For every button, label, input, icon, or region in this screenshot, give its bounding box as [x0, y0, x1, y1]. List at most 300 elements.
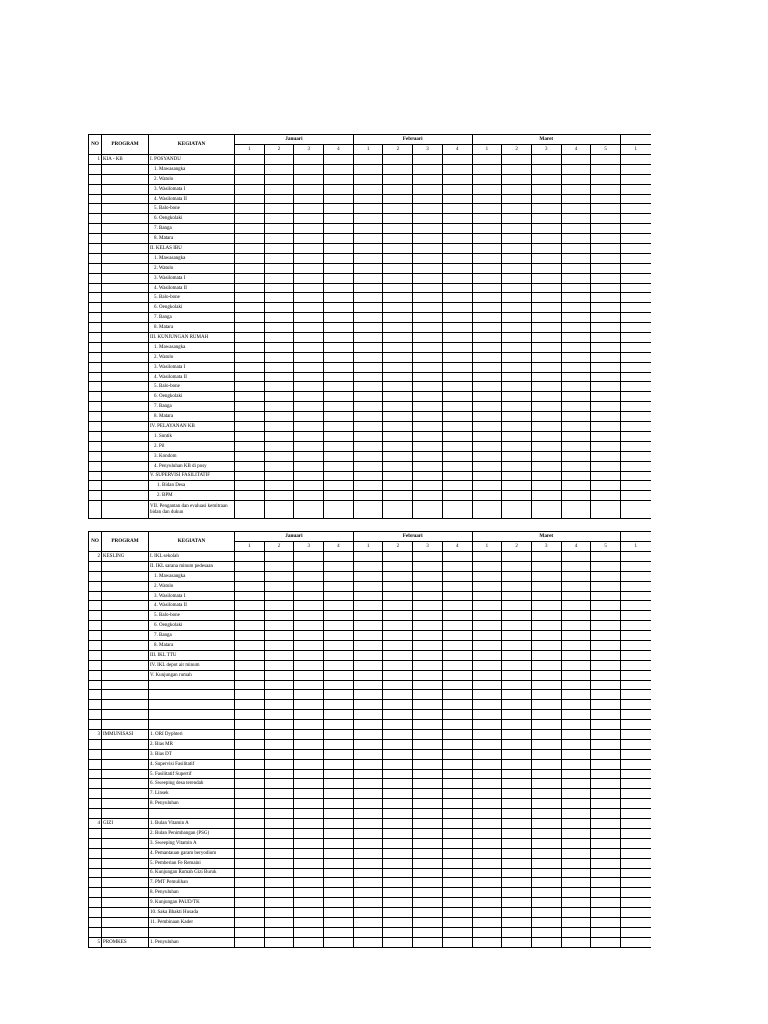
- schedule-cell: [413, 660, 443, 670]
- row-no: [89, 670, 102, 680]
- schedule-cell: [235, 273, 265, 283]
- schedule-cell: [294, 412, 324, 422]
- schedule-cell: [621, 730, 651, 740]
- row-no: 2: [89, 552, 102, 562]
- schedule-cell: [472, 253, 502, 263]
- schedule-cell: [235, 759, 265, 769]
- schedule-cell: [235, 868, 265, 878]
- schedule-cell: [472, 621, 502, 631]
- schedule-cell: [324, 303, 354, 313]
- row-no: [89, 769, 102, 779]
- schedule-cell: [591, 898, 621, 908]
- schedule-cell: [383, 799, 413, 809]
- schedule-cell: [294, 194, 324, 204]
- row-kegiatan: 3. Bias DT: [149, 749, 235, 759]
- row-kegiatan: I. POSYANDU: [149, 155, 235, 165]
- schedule-cell: [591, 828, 621, 838]
- schedule-cell: [294, 303, 324, 313]
- schedule-cell: [235, 323, 265, 333]
- schedule-cell: [264, 898, 294, 908]
- schedule-cell: [442, 422, 472, 432]
- schedule-cell: [531, 461, 561, 471]
- schedule-cell: [324, 591, 354, 601]
- schedule-cell: [502, 552, 532, 562]
- schedule-cell: [591, 164, 621, 174]
- schedule-cell: [294, 759, 324, 769]
- schedule-cell: [621, 313, 651, 323]
- row-kegiatan: IV. PELAYANAN KB: [149, 422, 235, 432]
- schedule-cell: [324, 491, 354, 501]
- table-row: [89, 372, 651, 382]
- schedule-cell: [383, 848, 413, 858]
- schedule-cell: [353, 809, 383, 819]
- row-no: [89, 382, 102, 392]
- table-row: [89, 263, 651, 273]
- schedule-cell: [472, 571, 502, 581]
- schedule-cell: [264, 650, 294, 660]
- schedule-cell: [235, 571, 265, 581]
- schedule-cell: [561, 164, 591, 174]
- row-no: [89, 710, 102, 720]
- schedule-cell: [502, 382, 532, 392]
- schedule-cell: [621, 204, 651, 214]
- table-row: [89, 710, 651, 720]
- schedule-cell: [294, 441, 324, 451]
- schedule-cell: [502, 561, 532, 571]
- schedule-cell: [591, 253, 621, 263]
- table-row: [89, 898, 651, 908]
- row-kegiatan: I. IKL sekolah: [149, 552, 235, 562]
- schedule-cell: [561, 422, 591, 432]
- schedule-cell: [531, 333, 561, 343]
- schedule-cell: [472, 352, 502, 362]
- schedule-cell: [264, 809, 294, 819]
- table-row: [89, 799, 651, 809]
- schedule-cell: [294, 937, 324, 947]
- table-row: [89, 224, 651, 234]
- schedule-cell: [413, 779, 443, 789]
- schedule-cell: [472, 759, 502, 769]
- schedule-cell: [591, 720, 621, 730]
- table-row: [89, 631, 651, 641]
- row-kegiatan: 1. Penyuluhan: [149, 937, 235, 947]
- row-no: [89, 799, 102, 809]
- schedule-cell: [264, 392, 294, 402]
- schedule-cell: [383, 749, 413, 759]
- schedule-cell: [383, 828, 413, 838]
- schedule-cell: [294, 352, 324, 362]
- schedule-cell: [472, 552, 502, 562]
- schedule-cell: [353, 917, 383, 927]
- row-no: [89, 720, 102, 730]
- row-program: [102, 670, 149, 680]
- schedule-cell: [531, 690, 561, 700]
- schedule-cell: [264, 641, 294, 651]
- table-row: [89, 174, 651, 184]
- schedule-cell: [472, 868, 502, 878]
- schedule-cell: [621, 155, 651, 165]
- schedule-cell: [353, 799, 383, 809]
- schedule-cell: [442, 471, 472, 481]
- schedule-cell: [591, 838, 621, 848]
- table-row: [89, 481, 651, 491]
- schedule-cell: [472, 730, 502, 740]
- row-kegiatan: 6. Oengkolaki: [149, 303, 235, 313]
- schedule-cell: [591, 799, 621, 809]
- schedule-cell: [531, 283, 561, 293]
- schedule-cell: [353, 611, 383, 621]
- schedule-cell: [502, 720, 532, 730]
- schedule-cell: [264, 214, 294, 224]
- schedule-cell: [294, 878, 324, 888]
- schedule-cell: [561, 730, 591, 740]
- schedule-cell: [561, 710, 591, 720]
- schedule-cell: [294, 263, 324, 273]
- row-program: [102, 323, 149, 333]
- table-row: [89, 352, 651, 362]
- schedule-cell: [413, 927, 443, 937]
- schedule-cell: [413, 214, 443, 224]
- row-program: [102, 799, 149, 809]
- row-kegiatan: 6. Sweeping desa terendah: [149, 779, 235, 789]
- schedule-cell: [621, 571, 651, 581]
- schedule-cell: [472, 749, 502, 759]
- schedule-cell: [235, 253, 265, 263]
- schedule-cell: [561, 641, 591, 651]
- schedule-cell: [324, 501, 354, 519]
- schedule-cell: [561, 263, 591, 273]
- schedule-cell: [531, 571, 561, 581]
- schedule-cell: [502, 501, 532, 519]
- schedule-cell: [621, 552, 651, 562]
- schedule-cell: [502, 621, 532, 631]
- row-no: [89, 650, 102, 660]
- schedule-cell: [264, 441, 294, 451]
- schedule-cell: [591, 917, 621, 927]
- schedule-cell: [591, 303, 621, 313]
- header-month-januari: Januari: [235, 135, 354, 145]
- schedule-cell: [264, 631, 294, 641]
- schedule-cell: [413, 690, 443, 700]
- schedule-cell: [294, 224, 324, 234]
- row-no: [89, 283, 102, 293]
- schedule-cell: [413, 352, 443, 362]
- table-row: [89, 769, 651, 779]
- table-row: [89, 878, 651, 888]
- schedule-cell: [383, 491, 413, 501]
- schedule-cell: [294, 155, 324, 165]
- schedule-cell: [561, 333, 591, 343]
- schedule-cell: [561, 273, 591, 283]
- schedule-cell: [324, 878, 354, 888]
- schedule-cell: [235, 372, 265, 382]
- schedule-cell: [591, 234, 621, 244]
- schedule-cell: [502, 352, 532, 362]
- schedule-cell: [413, 303, 443, 313]
- row-no: [89, 333, 102, 343]
- schedule-cell: [383, 204, 413, 214]
- schedule-cell: [531, 323, 561, 333]
- row-kegiatan: 7. PMT Pemulihan: [149, 878, 235, 888]
- header-month-februari: Februari: [353, 135, 472, 145]
- schedule-cell: [294, 362, 324, 372]
- schedule-cell: [235, 809, 265, 819]
- table-row: [89, 680, 651, 690]
- schedule-cell: [413, 561, 443, 571]
- schedule-cell: [472, 441, 502, 451]
- table-row: [89, 888, 651, 898]
- row-kegiatan: [149, 680, 235, 690]
- schedule-cell: [353, 601, 383, 611]
- schedule-cell: [502, 858, 532, 868]
- schedule-cell: [561, 253, 591, 263]
- schedule-cell: [294, 382, 324, 392]
- schedule-cell: [294, 333, 324, 343]
- row-no: [89, 809, 102, 819]
- schedule-cell: [264, 303, 294, 313]
- table-row: [89, 194, 651, 204]
- schedule-cell: [324, 621, 354, 631]
- header-no: NO: [89, 532, 102, 552]
- row-no: [89, 501, 102, 519]
- schedule-cell: [383, 670, 413, 680]
- row-program: [102, 174, 149, 184]
- header-week: 2: [264, 542, 294, 552]
- schedule-cell: [235, 313, 265, 323]
- row-kegiatan: 2. Watolo: [149, 174, 235, 184]
- schedule-cell: [621, 611, 651, 621]
- schedule-cell: [353, 402, 383, 412]
- row-kegiatan: 8. Matara: [149, 412, 235, 422]
- schedule-cell: [294, 730, 324, 740]
- schedule-cell: [353, 641, 383, 651]
- schedule-cell: [621, 819, 651, 829]
- schedule-cell: [383, 739, 413, 749]
- schedule-cell: [353, 779, 383, 789]
- schedule-cell: [264, 730, 294, 740]
- schedule-cell: [502, 937, 532, 947]
- row-program: [102, 917, 149, 927]
- schedule-cell: [502, 441, 532, 451]
- row-program: [102, 431, 149, 441]
- schedule-cell: [324, 263, 354, 273]
- row-kegiatan: 7. Banga: [149, 402, 235, 412]
- schedule-cell: [353, 581, 383, 591]
- schedule-cell: [324, 927, 354, 937]
- schedule-cell: [264, 601, 294, 611]
- schedule-cell: [235, 898, 265, 908]
- schedule-cell: [353, 422, 383, 432]
- schedule-cell: [294, 670, 324, 680]
- schedule-cell: [383, 461, 413, 471]
- header-week: 3: [294, 145, 324, 155]
- schedule-cell: [353, 362, 383, 372]
- schedule-cell: [442, 155, 472, 165]
- schedule-cell: [324, 204, 354, 214]
- schedule-cell: [442, 362, 472, 372]
- schedule-cell: [324, 898, 354, 908]
- row-program: [102, 184, 149, 194]
- schedule-cell: [531, 720, 561, 730]
- schedule-cell: [442, 392, 472, 402]
- schedule-cell: [472, 362, 502, 372]
- schedule-cell: [472, 184, 502, 194]
- schedule-cell: [442, 730, 472, 740]
- schedule-cell: [264, 491, 294, 501]
- schedule-cell: [235, 631, 265, 641]
- schedule-cell: [561, 313, 591, 323]
- schedule-cell: [353, 908, 383, 918]
- schedule-cell: [502, 848, 532, 858]
- schedule-cell: [353, 561, 383, 571]
- schedule-cell: [264, 333, 294, 343]
- schedule-cell: [531, 670, 561, 680]
- schedule-cell: [294, 720, 324, 730]
- table-row: [89, 759, 651, 769]
- row-no: [89, 878, 102, 888]
- schedule-cell: [591, 501, 621, 519]
- header-week: 2: [383, 145, 413, 155]
- row-kegiatan: 10. Saka Bhakti Husada: [149, 908, 235, 918]
- schedule-cell: [235, 214, 265, 224]
- schedule-cell: [591, 244, 621, 254]
- schedule-cell: [294, 244, 324, 254]
- schedule-cell: [591, 591, 621, 601]
- schedule-cell: [502, 412, 532, 422]
- schedule-cell: [561, 372, 591, 382]
- schedule-cell: [591, 680, 621, 690]
- schedule-cell: [353, 303, 383, 313]
- schedule-cell: [472, 313, 502, 323]
- schedule-cell: [294, 631, 324, 641]
- schedule-cell: [442, 670, 472, 680]
- schedule-cell: [591, 313, 621, 323]
- schedule-cell: [383, 591, 413, 601]
- header-week: 5: [591, 145, 621, 155]
- row-program: [102, 908, 149, 918]
- row-no: [89, 441, 102, 451]
- schedule-cell: [561, 789, 591, 799]
- schedule-cell: [235, 828, 265, 838]
- row-program: [102, 451, 149, 461]
- schedule-cell: [235, 690, 265, 700]
- schedule-cell: [294, 858, 324, 868]
- schedule-cell: [561, 214, 591, 224]
- schedule-cell: [383, 720, 413, 730]
- schedule-cell: [531, 194, 561, 204]
- schedule-cell: [235, 779, 265, 789]
- schedule-cell: [413, 601, 443, 611]
- header-week: 1: [353, 145, 383, 155]
- table-row: [89, 441, 651, 451]
- schedule-cell: [502, 313, 532, 323]
- header-week: 1: [472, 542, 502, 552]
- schedule-cell: [324, 917, 354, 927]
- header-week: 2: [502, 145, 532, 155]
- schedule-cell: [294, 660, 324, 670]
- schedule-cell: [591, 372, 621, 382]
- schedule-cell: [621, 422, 651, 432]
- schedule-cell: [235, 650, 265, 660]
- schedule-cell: [353, 898, 383, 908]
- schedule-cell: [383, 868, 413, 878]
- schedule-cell: [591, 621, 621, 631]
- row-no: [89, 273, 102, 283]
- header-month-next: [621, 532, 651, 542]
- schedule-cell: [561, 838, 591, 848]
- schedule-cell: [561, 412, 591, 422]
- schedule-cell: [294, 789, 324, 799]
- schedule-cell: [442, 402, 472, 412]
- schedule-cell: [442, 253, 472, 263]
- schedule-cell: [264, 313, 294, 323]
- schedule-cell: [502, 799, 532, 809]
- schedule-cell: [413, 898, 443, 908]
- schedule-cell: [442, 194, 472, 204]
- schedule-cell: [591, 214, 621, 224]
- schedule-cell: [235, 481, 265, 491]
- schedule-cell: [531, 730, 561, 740]
- row-no: [89, 303, 102, 313]
- schedule-cell: [383, 660, 413, 670]
- schedule-cell: [324, 155, 354, 165]
- schedule-cell: [442, 621, 472, 631]
- row-program: [102, 848, 149, 858]
- header-week: 4: [561, 145, 591, 155]
- table-row: [89, 858, 651, 868]
- schedule-cell: [324, 799, 354, 809]
- schedule-cell: [383, 313, 413, 323]
- schedule-cell: [591, 451, 621, 461]
- schedule-cell: [472, 720, 502, 730]
- schedule-cell: [621, 174, 651, 184]
- row-no: [89, 431, 102, 441]
- table-row: [89, 491, 651, 501]
- schedule-cell: [235, 917, 265, 927]
- schedule-cell: [502, 809, 532, 819]
- schedule-cell: [264, 779, 294, 789]
- row-no: [89, 700, 102, 710]
- row-no: [89, 204, 102, 214]
- schedule-cell: [591, 362, 621, 372]
- schedule-cell: [591, 858, 621, 868]
- schedule-cell: [621, 431, 651, 441]
- schedule-cell: [235, 283, 265, 293]
- schedule-cell: [383, 382, 413, 392]
- schedule-cell: [264, 720, 294, 730]
- schedule-cell: [383, 422, 413, 432]
- schedule-cell: [324, 352, 354, 362]
- schedule-cell: [264, 362, 294, 372]
- schedule-cell: [264, 244, 294, 254]
- schedule-cell: [621, 501, 651, 519]
- schedule-cell: [472, 888, 502, 898]
- schedule-cell: [353, 571, 383, 581]
- schedule-cell: [235, 303, 265, 313]
- schedule-cell: [591, 710, 621, 720]
- row-kegiatan: 8. Matara: [149, 641, 235, 651]
- schedule-cell: [442, 431, 472, 441]
- row-program: [102, 621, 149, 631]
- row-program: PROMKES: [102, 937, 149, 947]
- schedule-cell: [264, 481, 294, 491]
- row-kegiatan: 4. Wasilomata II: [149, 372, 235, 382]
- schedule-cell: [235, 224, 265, 234]
- schedule-cell: [621, 878, 651, 888]
- schedule-cell: [472, 174, 502, 184]
- schedule-cell: [294, 552, 324, 562]
- schedule-cell: [561, 441, 591, 451]
